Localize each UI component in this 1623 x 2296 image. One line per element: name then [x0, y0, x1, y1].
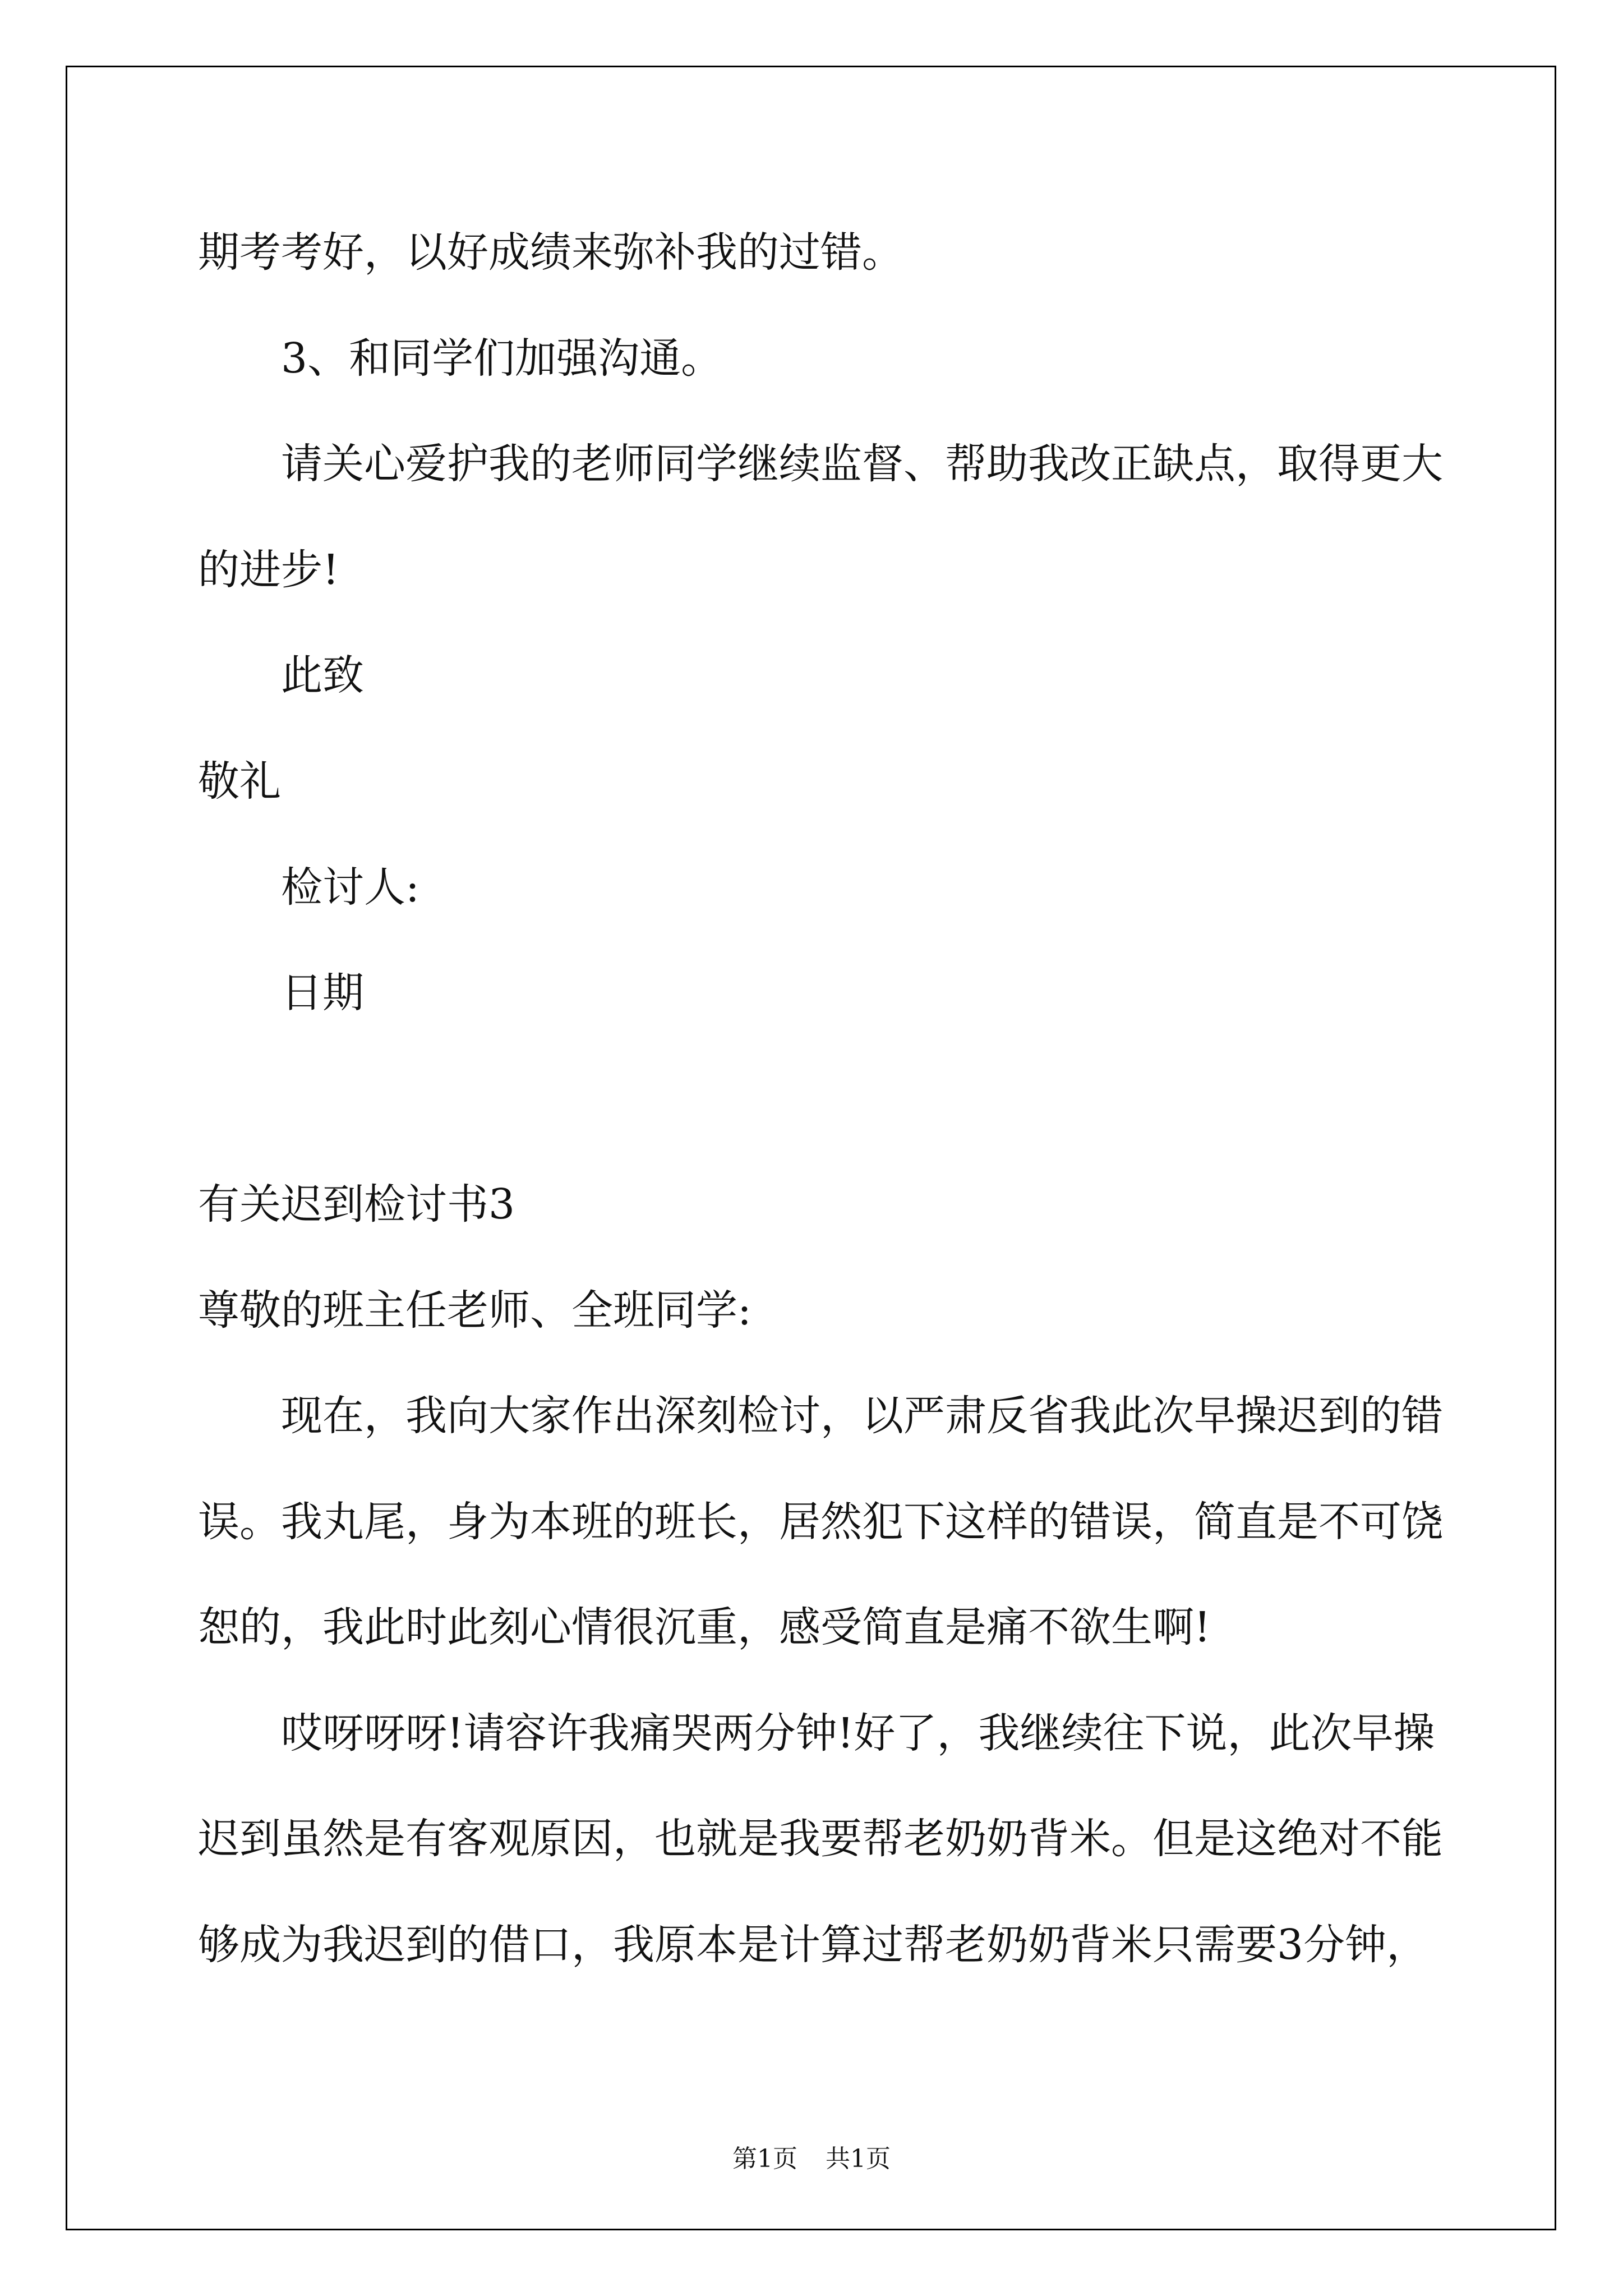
closing-salutation: 此致 [281, 651, 364, 700]
text-line: 够成为我迟到的借口，我原本是计算过帮老奶奶背米只需要3分钟， [198, 1921, 1428, 1969]
signature-label: 检讨人: [281, 863, 419, 912]
section-title: 有关迟到检讨书3 [198, 1180, 515, 1228]
closing-respect: 敬礼 [198, 757, 281, 806]
text-line: 误。我丸尾，身为本班的班长，居然犯下这样的错误，简直是不可饶 [198, 1498, 1443, 1546]
text-line: 哎呀呀呀!请容许我痛哭两分钟!好了，我继续往下说，此次早操 [281, 1709, 1435, 1757]
page-border [66, 66, 1556, 2230]
text-line: 3、和同学们加强沟通。 [281, 334, 723, 383]
greeting: 尊敬的班主任老师、全班同学: [198, 1286, 751, 1335]
text-line: 请关心爱护我的老师同学继续监督、帮助我改正缺点，取得更大 [281, 440, 1443, 488]
page-total: 共1页 [826, 2145, 891, 2173]
text-line: 迟到虽然是有客观原因，也就是我要帮老奶奶背米。但是这绝对不能 [198, 1815, 1443, 1863]
date-label: 日期 [281, 969, 364, 1017]
page-number: 第1页 [732, 2145, 797, 2173]
page-footer [0, 2138, 1623, 2174]
text-line: 的进步! [198, 546, 339, 594]
text-line: 期考考好，以好成绩来弥补我的过错。 [198, 228, 903, 277]
text-line: 恕的，我此时此刻心情很沉重，感受简直是痛不欲生啊! [198, 1603, 1211, 1651]
text-line: 现在，我向大家作出深刻检讨，以严肃反省我此次早操迟到的错 [281, 1392, 1443, 1440]
